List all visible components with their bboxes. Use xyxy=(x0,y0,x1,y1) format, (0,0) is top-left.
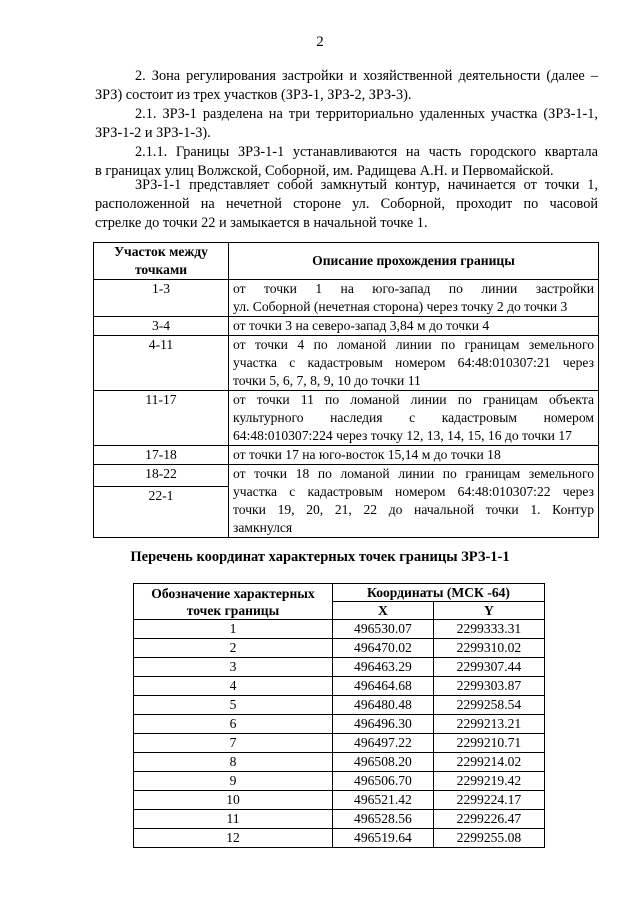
text-line: 2.1. ЗРЗ-1 разделена на три территориально удаленных участка (ЗРЗ-1-1, xyxy=(135,106,598,122)
point-number-cell: 10 xyxy=(134,791,333,810)
description-line: точки 5, 6, 7, 8, 9, 10 до точки 11 xyxy=(233,373,421,388)
text-line: ЗРЗ-1-2 и ЗРЗ-1-3). xyxy=(95,125,211,141)
point-number-cell: 4 xyxy=(134,677,333,696)
point-number-cell: 7 xyxy=(134,734,333,753)
segment-cell: 18-22 xyxy=(94,465,229,487)
coordinates-table xyxy=(133,583,545,848)
table-row xyxy=(134,734,545,753)
description-line: участка с кадастровым номером 64:48:010307:22 через xyxy=(233,484,594,499)
y-coordinate-cell: 2299255.08 xyxy=(433,829,544,848)
boundary-table xyxy=(93,242,599,538)
table-row xyxy=(94,391,599,446)
table-row xyxy=(134,810,545,829)
point-number-cell: 2 xyxy=(134,639,333,658)
x-coordinate-cell: 496519.64 xyxy=(333,829,434,848)
page-number: 2 xyxy=(316,34,324,50)
table-row xyxy=(134,829,545,848)
segment-cell: 11-17 xyxy=(94,391,229,446)
description-line: от точки 17 на юго-восток 15,14 м до точки 18 xyxy=(233,447,501,462)
table-row xyxy=(134,677,545,696)
y-coordinate-cell: 2299210.71 xyxy=(433,734,544,753)
text-line: ЗРЗ) состоит из трех участков (ЗРЗ-1, ЗРЗ-2, ЗРЗ-3). xyxy=(95,87,412,103)
description-cell xyxy=(229,446,599,465)
segment-cell: 3-4 xyxy=(94,317,229,336)
text-line: 2.1.1. Границы ЗРЗ-1-1 устанавливаются на часть городского квартала xyxy=(135,144,598,160)
y-coordinate-cell: 2299214.02 xyxy=(433,753,544,772)
table-row xyxy=(94,465,599,487)
table-row xyxy=(134,715,545,734)
description-line: ул. Соборной (нечетная сторона) через точку 2 до точки 3 xyxy=(233,299,568,314)
table-row xyxy=(94,317,599,336)
description-line: от точки 18 по ломаной линии по границам земельного xyxy=(233,466,594,481)
description-line: культурного наследия с кадастровым номером xyxy=(233,410,594,425)
x-coordinate-cell: 496508.20 xyxy=(333,753,434,772)
paragraph-zrz11-contour xyxy=(95,176,598,233)
table-header-row xyxy=(94,243,599,280)
y-coordinate-cell: 2299224.17 xyxy=(433,791,544,810)
header-y: Y xyxy=(433,602,544,620)
segment-cell: 1-3 xyxy=(94,280,229,317)
text-line: ЗРЗ-1-1 представляет собой замкнутый контур, начинается от точки 1, xyxy=(135,177,598,193)
point-number-cell: 3 xyxy=(134,658,333,677)
table-row xyxy=(94,446,599,465)
description-cell xyxy=(229,317,599,336)
header-coords: Координаты (МСК -64) xyxy=(333,584,545,602)
description-cell xyxy=(229,465,599,538)
x-coordinate-cell: 496506.70 xyxy=(333,772,434,791)
paragraph-zone-regulation xyxy=(95,67,598,105)
y-coordinate-cell: 2299219.42 xyxy=(433,772,544,791)
description-cell xyxy=(229,280,599,317)
segment-cell: 22-1 xyxy=(94,487,229,538)
header-point: Обозначение характерных точек границы xyxy=(134,584,333,620)
point-number-cell: 8 xyxy=(134,753,333,772)
point-number-cell: 5 xyxy=(134,696,333,715)
y-coordinate-cell: 2299303.87 xyxy=(433,677,544,696)
point-number-cell: 9 xyxy=(134,772,333,791)
header-x: X xyxy=(333,602,434,620)
y-coordinate-cell: 2299258.54 xyxy=(433,696,544,715)
description-line: от точки 1 на юго-запад по линии застройки xyxy=(233,281,594,296)
x-coordinate-cell: 496463.29 xyxy=(333,658,434,677)
x-coordinate-cell: 496497.22 xyxy=(333,734,434,753)
y-coordinate-cell: 2299213.21 xyxy=(433,715,544,734)
table-row xyxy=(134,620,545,639)
table-row xyxy=(94,336,599,391)
table-row xyxy=(134,791,545,810)
x-coordinate-cell: 496530.07 xyxy=(333,620,434,639)
header-segment: Участок между точками xyxy=(94,243,229,280)
description-line: 64:48:010307:224 через точку 12, 13, 14, 15, 16 до точки 17 xyxy=(233,428,572,443)
point-number-cell: 1 xyxy=(134,620,333,639)
table-row xyxy=(94,280,599,317)
x-coordinate-cell: 496480.48 xyxy=(333,696,434,715)
segment-cell: 4-11 xyxy=(94,336,229,391)
x-coordinate-cell: 496470.02 xyxy=(333,639,434,658)
table-row xyxy=(134,753,545,772)
description-cell xyxy=(229,336,599,391)
segment-cell: 17-18 xyxy=(94,446,229,465)
x-coordinate-cell: 496496.30 xyxy=(333,715,434,734)
point-number-cell: 6 xyxy=(134,715,333,734)
y-coordinate-cell: 2299226.47 xyxy=(433,810,544,829)
y-coordinate-cell: 2299307.44 xyxy=(433,658,544,677)
y-coordinate-cell: 2299310.02 xyxy=(433,639,544,658)
y-coordinate-cell: 2299333.31 xyxy=(433,620,544,639)
text-line: стрелке до точки 22 и замыкается в начальной точке 1. xyxy=(95,215,428,231)
point-number-cell: 12 xyxy=(134,829,333,848)
x-coordinate-cell: 496521.42 xyxy=(333,791,434,810)
paragraph-zrz1-division xyxy=(95,105,598,143)
description-line: замкнулся xyxy=(233,520,293,535)
description-line: участка с кадастровым номером 64:48:010307:21 через xyxy=(233,355,594,370)
x-coordinate-cell: 496528.56 xyxy=(333,810,434,829)
header-description: Описание прохождения границы xyxy=(229,243,599,280)
x-coordinate-cell: 496464.68 xyxy=(333,677,434,696)
text-line: 2. Зона регулирования застройки и хозяйственной деятельности (далее – xyxy=(135,68,598,84)
table-row xyxy=(134,696,545,715)
description-line: от точки 11 по ломаной линии по границам объекта xyxy=(233,392,594,407)
coords-caption: Перечень координат характерных точек границы ЗРЗ-1-1 xyxy=(130,549,510,565)
text-line: расположенной на нечетной стороне ул. Соборной, проходит по часовой xyxy=(95,196,598,212)
point-number-cell: 11 xyxy=(134,810,333,829)
text-line: в границах улиц Волжской, Соборной, им. Радищева А.Н. и Первомайской. xyxy=(95,163,554,179)
description-cell xyxy=(229,391,599,446)
table-row xyxy=(134,658,545,677)
description-line: от точки 4 по ломаной линии по границам земельного xyxy=(233,337,594,352)
description-line: от точки 3 на северо-запад 3,84 м до точки 4 xyxy=(233,318,490,333)
table-header-row xyxy=(134,584,545,602)
table-row xyxy=(134,772,545,791)
table-row xyxy=(134,639,545,658)
description-line: точки 19, 20, 21, 22 до начальной точки 1. Контур xyxy=(233,502,594,517)
